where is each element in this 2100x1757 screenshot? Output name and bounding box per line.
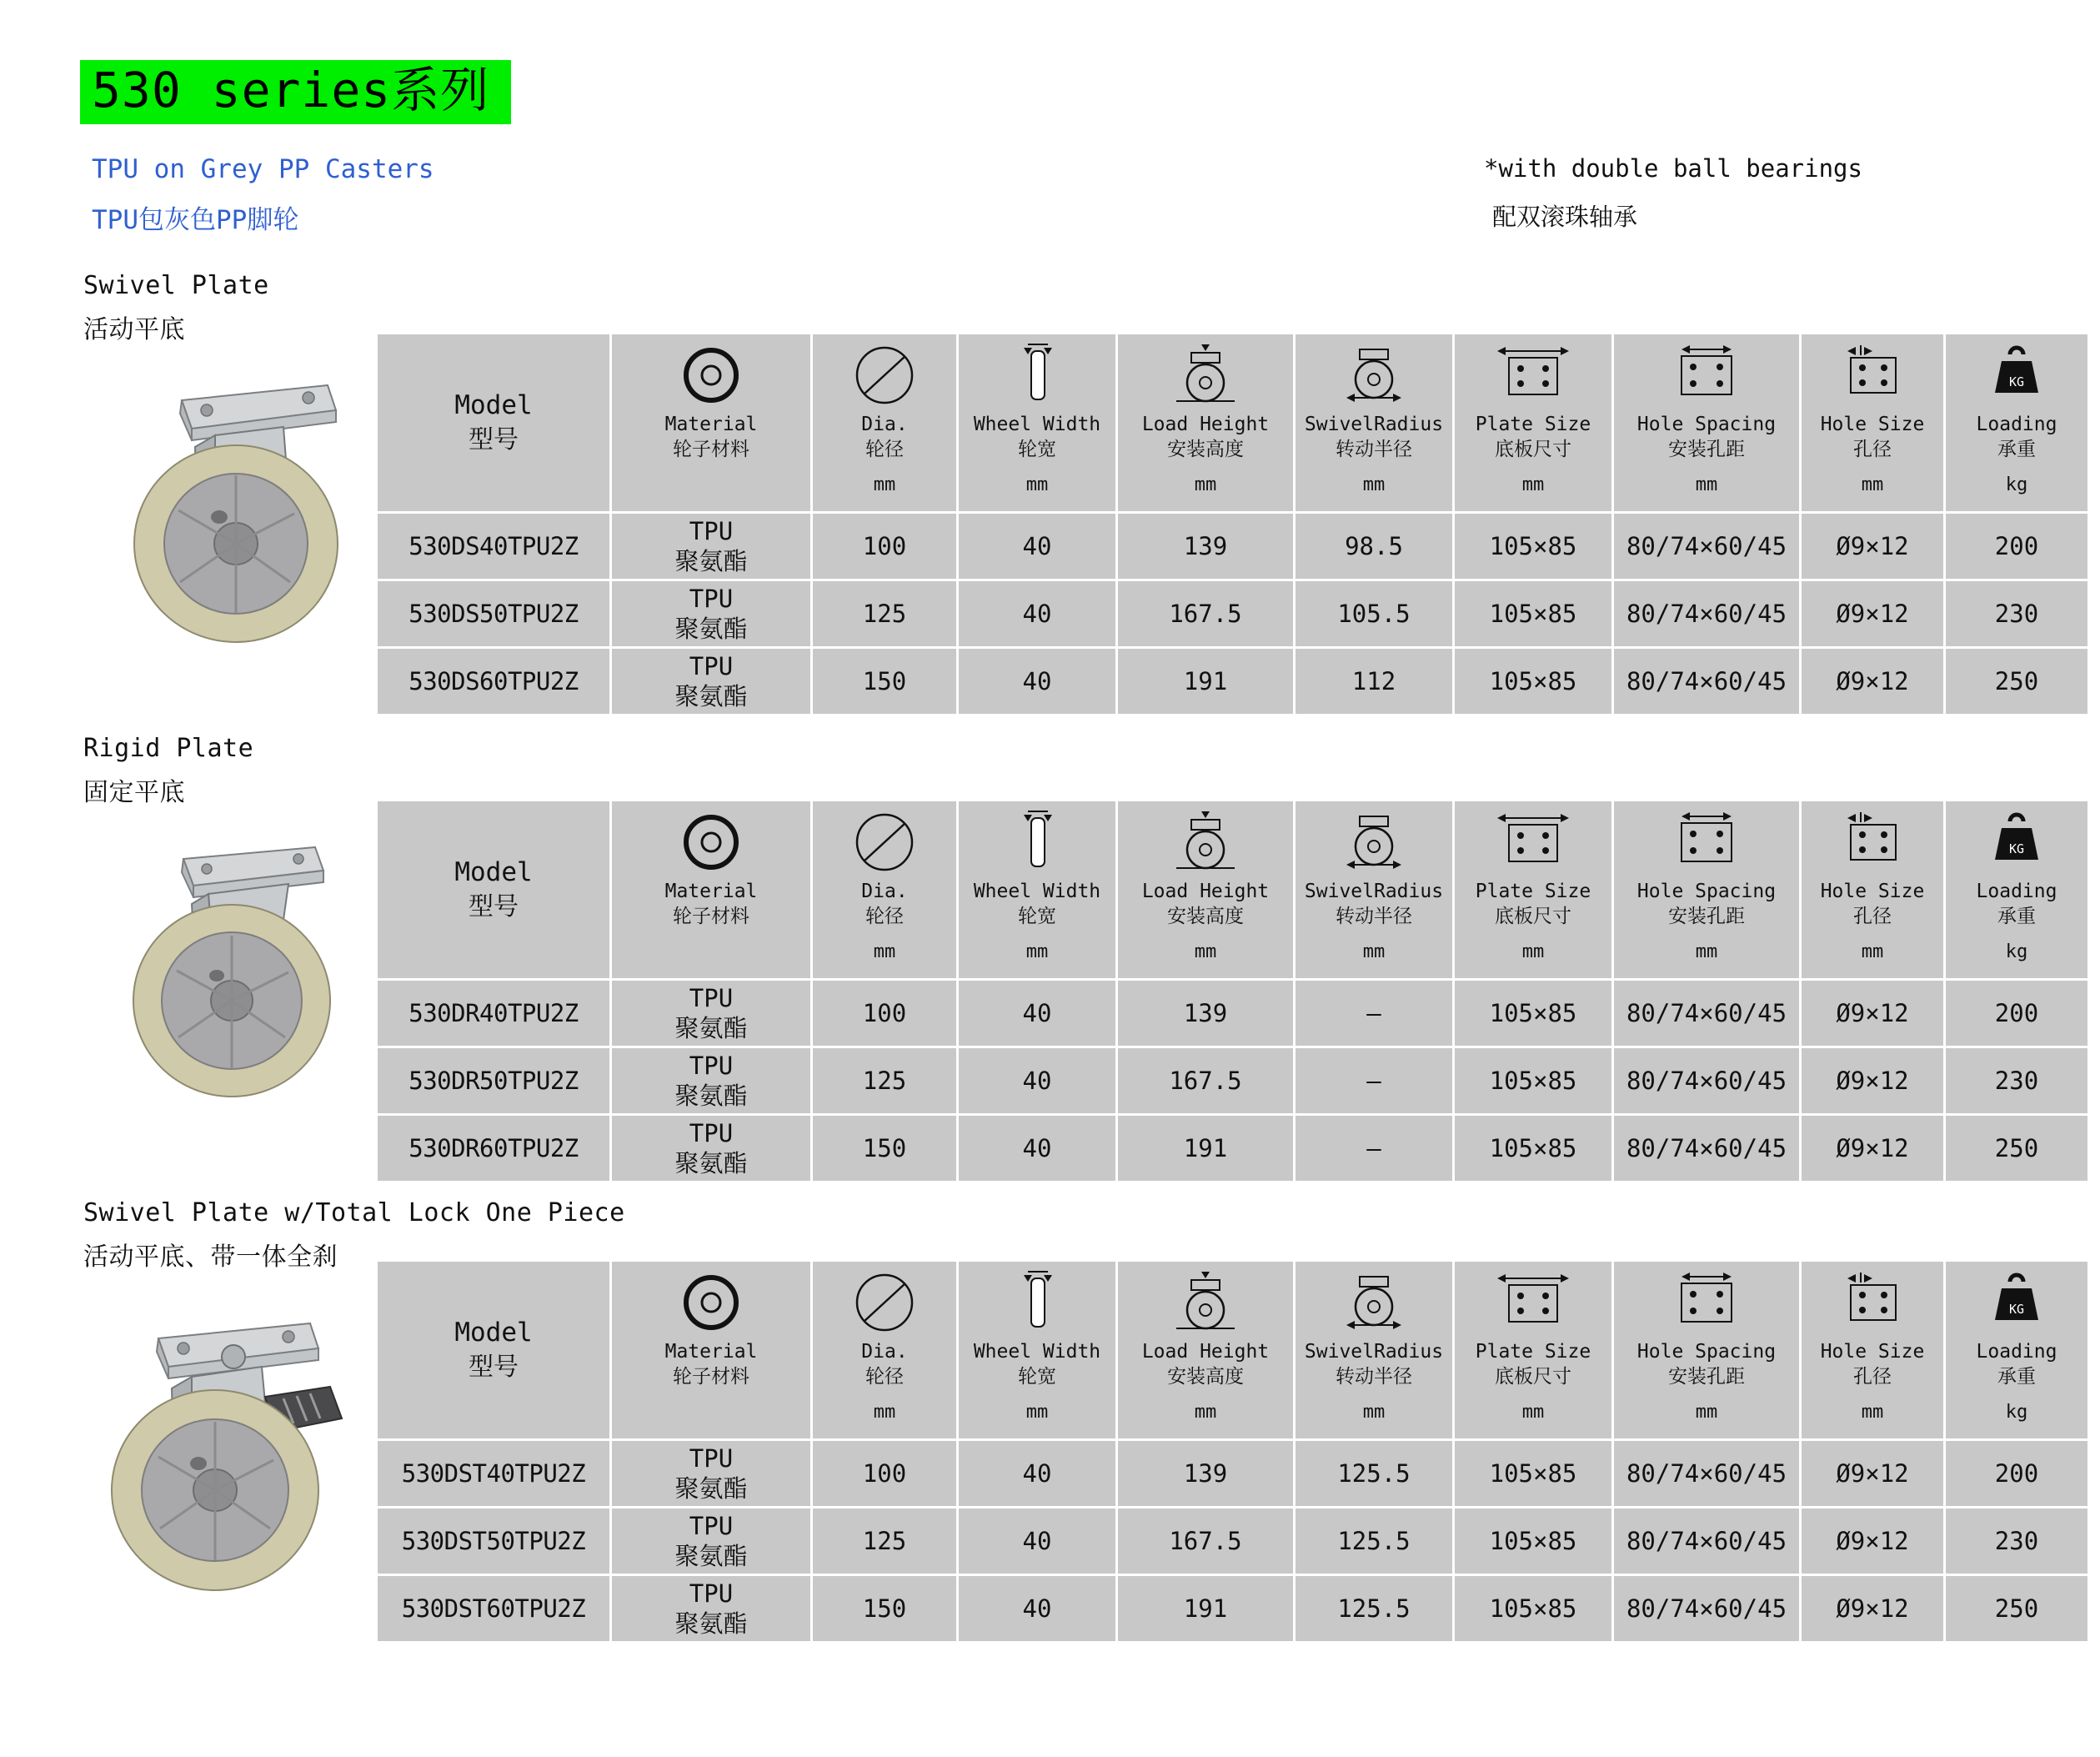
column-hole-size-cn: 孔径 xyxy=(1853,1365,1892,1388)
cell-material-cn: 聚氨酯 xyxy=(674,1474,748,1503)
cell-width: 40 xyxy=(959,649,1115,714)
cell-plate-size: 105×85 xyxy=(1455,1116,1611,1181)
cell-plate-size: 105×85 xyxy=(1455,1048,1611,1113)
column-header-hole-size xyxy=(1802,1262,1943,1438)
loading-weight-icon xyxy=(1985,1270,2048,1335)
table-row xyxy=(378,981,2087,1046)
cell-material xyxy=(612,1509,810,1574)
cell-swivel-radius: 125.5 xyxy=(1296,1509,1452,1574)
swivel-radius-icon xyxy=(1338,343,1410,408)
cell-material-en: TPU xyxy=(689,1051,734,1080)
column-wheel-width-unit: mm xyxy=(1025,941,1049,962)
column-swivel-radius-en: SwivelRadius xyxy=(1304,414,1444,435)
cell-material xyxy=(612,514,810,579)
cell-material-cn: 聚氨酯 xyxy=(674,547,748,575)
column-header-hole-size xyxy=(1802,334,1943,511)
cell-model: 530DR60TPU2Z xyxy=(378,1116,609,1181)
column-hole-size-unit: mm xyxy=(1861,1401,1884,1423)
cell-loading: 200 xyxy=(1946,514,2087,579)
cell-loading: 230 xyxy=(1946,1048,2087,1113)
cell-model: 530DR40TPU2Z xyxy=(378,981,609,1046)
cell-dia: 100 xyxy=(813,514,956,579)
column-header-model xyxy=(378,1262,609,1438)
cell-hole-size: Ø9×12 xyxy=(1802,1509,1943,1574)
table-row xyxy=(378,1441,2087,1506)
column-load-height-unit: mm xyxy=(1194,474,1217,495)
column-wheel-width-cn: 轮宽 xyxy=(1017,905,1056,927)
wheel-width-icon xyxy=(1004,1270,1070,1335)
column-header-load-height xyxy=(1118,801,1293,978)
load-height-icon xyxy=(1170,810,1241,875)
cell-dia: 125 xyxy=(813,1048,956,1113)
column-model-cn: 型号 xyxy=(469,891,519,921)
column-loading-en: Loading xyxy=(1976,1341,2057,1363)
column-loading-en: Loading xyxy=(1976,414,2057,435)
page-title: 530 series系列 xyxy=(80,60,511,124)
column-header-dia xyxy=(813,801,956,978)
column-hole-size-cn: 孔径 xyxy=(1853,438,1892,460)
cell-material-cn: 聚氨酯 xyxy=(674,1082,748,1110)
column-loading-en: Loading xyxy=(1976,881,2057,902)
column-hole-spacing-cn: 安装孔距 xyxy=(1667,1365,1745,1388)
cell-material xyxy=(612,581,810,646)
column-material-en: Material xyxy=(664,1341,758,1363)
column-hole-size-unit: mm xyxy=(1861,474,1884,495)
wheel-circle-icon xyxy=(679,810,744,875)
cell-load-height: 191 xyxy=(1118,1116,1293,1181)
column-header-plate-size xyxy=(1455,334,1611,511)
spec-table-swivel-total-lock xyxy=(375,1259,2090,1644)
cell-dia: 100 xyxy=(813,981,956,1046)
cell-hole-size: Ø9×12 xyxy=(1802,981,1943,1046)
cell-swivel-radius: — xyxy=(1296,1048,1452,1113)
cell-material-en: TPU xyxy=(689,1579,734,1608)
loading-weight-icon xyxy=(1985,343,2048,408)
hole-spacing-icon xyxy=(1656,1270,1757,1335)
column-hole-size-en: Hole Size xyxy=(1820,414,1925,435)
swivel-radius-icon xyxy=(1338,810,1410,875)
column-header-hole-spacing xyxy=(1614,334,1799,511)
cell-dia: 150 xyxy=(813,1576,956,1641)
column-dia-en: Dia. xyxy=(861,1341,908,1363)
load-height-icon xyxy=(1170,1270,1241,1335)
cell-dia: 100 xyxy=(813,1441,956,1506)
table-row xyxy=(378,1576,2087,1641)
column-model-en: Model xyxy=(454,1317,533,1348)
cell-load-height: 167.5 xyxy=(1118,1509,1293,1574)
cell-width: 40 xyxy=(959,1441,1115,1506)
cell-model: 530DS40TPU2Z xyxy=(378,514,609,579)
cell-swivel-radius: 105.5 xyxy=(1296,581,1452,646)
table-row xyxy=(378,514,2087,579)
column-dia-cn: 轮径 xyxy=(865,438,904,460)
cell-material-cn: 聚氨酯 xyxy=(674,1149,748,1177)
cell-loading: 200 xyxy=(1946,981,2087,1046)
plate-size-icon xyxy=(1487,810,1579,875)
cell-material-cn: 聚氨酯 xyxy=(674,682,748,710)
cell-hole-size: Ø9×12 xyxy=(1802,514,1943,579)
cell-width: 40 xyxy=(959,1576,1115,1641)
cell-plate-size: 105×85 xyxy=(1455,1576,1611,1641)
column-header-hole-spacing xyxy=(1614,1262,1799,1438)
column-loading-cn: 承重 xyxy=(1997,905,2036,927)
column-hole-spacing-en: Hole Spacing xyxy=(1636,881,1777,902)
cell-plate-size: 105×85 xyxy=(1455,581,1611,646)
rigid-plate-caster-photo xyxy=(92,834,342,1134)
table-row xyxy=(378,581,2087,646)
column-plate-size-en: Plate Size xyxy=(1475,881,1591,902)
table-row xyxy=(378,1048,2087,1113)
column-plate-size-en: Plate Size xyxy=(1475,1341,1591,1363)
cell-material xyxy=(612,1441,810,1506)
cell-dia: 150 xyxy=(813,1116,956,1181)
diameter-icon xyxy=(852,343,917,408)
column-header-dia xyxy=(813,1262,956,1438)
column-header-material xyxy=(612,334,810,511)
cell-width: 40 xyxy=(959,1048,1115,1113)
cell-swivel-radius: 112 xyxy=(1296,649,1452,714)
column-load-height-en: Load Height xyxy=(1141,414,1270,435)
wheel-width-icon xyxy=(1004,343,1070,408)
cell-material-en: TPU xyxy=(689,1511,734,1540)
cell-hole-spacing: 80/74×60/45 xyxy=(1614,649,1799,714)
column-hole-size-en: Hole Size xyxy=(1820,881,1925,902)
cell-dia: 150 xyxy=(813,649,956,714)
cell-material-cn: 聚氨酯 xyxy=(674,615,748,643)
column-hole-spacing-unit: mm xyxy=(1695,1401,1718,1423)
svg-text:KG: KG xyxy=(2008,841,2025,856)
column-loading-unit: kg xyxy=(2005,474,2028,495)
column-plate-size-en: Plate Size xyxy=(1475,414,1591,435)
cell-plate-size: 105×85 xyxy=(1455,1441,1611,1506)
cell-hole-spacing: 80/74×60/45 xyxy=(1614,1576,1799,1641)
cell-hole-spacing: 80/74×60/45 xyxy=(1614,1048,1799,1113)
plate-size-icon xyxy=(1487,343,1579,408)
column-dia-unit: mm xyxy=(873,941,896,962)
column-hole-spacing-en: Hole Spacing xyxy=(1636,414,1777,435)
cell-hole-spacing: 80/74×60/45 xyxy=(1614,514,1799,579)
cell-load-height: 191 xyxy=(1118,1576,1293,1641)
cell-hole-size: Ø9×12 xyxy=(1802,1441,1943,1506)
column-header-material xyxy=(612,1262,810,1438)
column-load-height-en: Load Height xyxy=(1141,1341,1270,1363)
cell-load-height: 139 xyxy=(1118,981,1293,1046)
column-header-load-height xyxy=(1118,1262,1293,1438)
cell-material xyxy=(612,1576,810,1641)
column-swivel-radius-en: SwivelRadius xyxy=(1304,881,1444,902)
svg-text:KG: KG xyxy=(2008,374,2025,389)
column-header-swivel-radius xyxy=(1296,1262,1452,1438)
column-load-height-unit: mm xyxy=(1194,941,1217,962)
column-header-plate-size xyxy=(1455,801,1611,978)
cell-loading: 250 xyxy=(1946,1116,2087,1181)
column-header-material xyxy=(612,801,810,978)
cell-plate-size: 105×85 xyxy=(1455,1509,1611,1574)
column-plate-size-unit: mm xyxy=(1521,941,1545,962)
section-title-cn-1: 固定平底 xyxy=(83,778,185,807)
column-plate-size-unit: mm xyxy=(1521,1401,1545,1423)
cell-material-en: TPU xyxy=(689,1443,734,1473)
cell-material-en: TPU xyxy=(689,584,734,613)
cell-swivel-radius: — xyxy=(1296,1116,1452,1181)
section-title-en-0: Swivel Plate xyxy=(83,271,269,300)
cell-load-height: 139 xyxy=(1118,1441,1293,1506)
cell-material-en: TPU xyxy=(689,983,734,1012)
swivel-radius-icon xyxy=(1338,1270,1410,1335)
cell-hole-size: Ø9×12 xyxy=(1802,581,1943,646)
cell-plate-size: 105×85 xyxy=(1455,649,1611,714)
column-header-model xyxy=(378,334,609,511)
column-load-height-unit: mm xyxy=(1194,1401,1217,1423)
column-header-dia xyxy=(813,334,956,511)
cell-material xyxy=(612,1116,810,1181)
column-plate-size-cn: 底板尺寸 xyxy=(1494,905,1571,927)
cell-hole-spacing: 80/74×60/45 xyxy=(1614,1116,1799,1181)
column-wheel-width-en: Wheel Width xyxy=(973,414,1101,435)
column-model-en: Model xyxy=(454,389,533,420)
column-swivel-radius-cn: 转动半径 xyxy=(1335,1365,1412,1388)
subtitle-chinese: TPU包灰色PP脚轮 xyxy=(92,205,299,235)
cell-swivel-radius: 125.5 xyxy=(1296,1441,1452,1506)
column-header-loading xyxy=(1946,1262,2087,1438)
column-hole-size-cn: 孔径 xyxy=(1853,905,1892,927)
cell-load-height: 191 xyxy=(1118,649,1293,714)
column-wheel-width-cn: 轮宽 xyxy=(1017,438,1056,460)
column-swivel-radius-cn: 转动半径 xyxy=(1335,438,1412,460)
section-title-en-1: Rigid Plate xyxy=(83,734,254,763)
column-loading-unit: kg xyxy=(2005,941,2028,962)
column-header-loading xyxy=(1946,801,2087,978)
swivel-plate-total-lock-caster-photo xyxy=(75,1297,358,1639)
cell-width: 40 xyxy=(959,514,1115,579)
subtitle-english: TPU on Grey PP Casters xyxy=(92,154,434,184)
column-header-hole-spacing xyxy=(1614,801,1799,978)
table-row xyxy=(378,649,2087,714)
column-header-swivel-radius xyxy=(1296,801,1452,978)
cell-dia: 125 xyxy=(813,581,956,646)
column-hole-spacing-unit: mm xyxy=(1695,474,1718,495)
column-load-height-cn: 安装高度 xyxy=(1166,905,1244,927)
column-header-plate-size xyxy=(1455,1262,1611,1438)
column-plate-size-unit: mm xyxy=(1521,474,1545,495)
cell-loading: 230 xyxy=(1946,1509,2087,1574)
wheel-width-icon xyxy=(1004,810,1070,875)
spec-table-swivel-plate xyxy=(375,332,2090,716)
column-material-en: Material xyxy=(664,414,758,435)
column-wheel-width-cn: 轮宽 xyxy=(1017,1365,1056,1388)
column-swivel-radius-cn: 转动半径 xyxy=(1335,905,1412,927)
cell-material-en: TPU xyxy=(689,651,734,680)
section-title-cn-0: 活动平底 xyxy=(83,315,185,344)
note-chinese: 配双滚珠轴承 xyxy=(1492,203,1638,231)
cell-hole-spacing: 80/74×60/45 xyxy=(1614,981,1799,1046)
column-dia-unit: mm xyxy=(873,474,896,495)
cell-model: 530DST60TPU2Z xyxy=(378,1576,609,1641)
cell-load-height: 167.5 xyxy=(1118,1048,1293,1113)
hole-size-icon xyxy=(1832,1270,1912,1335)
column-material-en: Material xyxy=(664,881,758,902)
column-material-cn: 轮子材料 xyxy=(673,1365,749,1388)
column-hole-spacing-cn: 安装孔距 xyxy=(1667,438,1745,460)
column-hole-spacing-en: Hole Spacing xyxy=(1636,1341,1777,1363)
cell-dia: 125 xyxy=(813,1509,956,1574)
cell-hole-spacing: 80/74×60/45 xyxy=(1614,1441,1799,1506)
cell-plate-size: 105×85 xyxy=(1455,981,1611,1046)
column-load-height-cn: 安装高度 xyxy=(1166,1365,1244,1388)
section-title-cn-2: 活动平底、带一体全刹 xyxy=(83,1242,338,1272)
column-header-swivel-radius xyxy=(1296,334,1452,511)
cell-hole-spacing: 80/74×60/45 xyxy=(1614,581,1799,646)
column-dia-en: Dia. xyxy=(861,414,908,435)
cell-material-cn: 聚氨酯 xyxy=(674,1542,748,1570)
column-hole-spacing-cn: 安装孔距 xyxy=(1667,905,1745,927)
column-dia-cn: 轮径 xyxy=(865,1365,904,1388)
wheel-circle-icon xyxy=(679,343,744,408)
column-swivel-radius-unit: mm xyxy=(1362,941,1386,962)
cell-width: 40 xyxy=(959,1116,1115,1181)
cell-load-height: 167.5 xyxy=(1118,581,1293,646)
column-wheel-width-en: Wheel Width xyxy=(973,881,1101,902)
cell-loading: 200 xyxy=(1946,1441,2087,1506)
cell-width: 40 xyxy=(959,581,1115,646)
cell-width: 40 xyxy=(959,1509,1115,1574)
cell-material-cn: 聚氨酯 xyxy=(674,1609,748,1638)
column-dia-en: Dia. xyxy=(861,881,908,902)
column-swivel-radius-unit: mm xyxy=(1362,474,1386,495)
cell-model: 530DST40TPU2Z xyxy=(378,1441,609,1506)
cell-plate-size: 105×85 xyxy=(1455,514,1611,579)
hole-spacing-icon xyxy=(1656,810,1757,875)
column-hole-size-en: Hole Size xyxy=(1820,1341,1925,1363)
cell-hole-spacing: 80/74×60/45 xyxy=(1614,1509,1799,1574)
column-model-cn: 型号 xyxy=(469,1352,519,1382)
cell-loading: 250 xyxy=(1946,649,2087,714)
column-loading-cn: 承重 xyxy=(1997,1365,2036,1388)
cell-hole-size: Ø9×12 xyxy=(1802,1116,1943,1181)
cell-swivel-radius: 125.5 xyxy=(1296,1576,1452,1641)
column-load-height-en: Load Height xyxy=(1141,881,1270,902)
cell-model: 530DS60TPU2Z xyxy=(378,649,609,714)
column-loading-cn: 承重 xyxy=(1997,438,2036,460)
cell-width: 40 xyxy=(959,981,1115,1046)
load-height-icon xyxy=(1170,343,1241,408)
cell-loading: 230 xyxy=(1946,581,2087,646)
cell-hole-size: Ø9×12 xyxy=(1802,1576,1943,1641)
column-plate-size-cn: 底板尺寸 xyxy=(1494,1365,1571,1388)
column-dia-cn: 轮径 xyxy=(865,905,904,927)
cell-material-en: TPU xyxy=(689,516,734,545)
table-row xyxy=(378,1509,2087,1574)
cell-hole-size: Ø9×12 xyxy=(1802,1048,1943,1113)
diameter-icon xyxy=(852,1270,917,1335)
column-wheel-width-en: Wheel Width xyxy=(973,1341,1101,1363)
column-swivel-radius-en: SwivelRadius xyxy=(1304,1341,1444,1363)
cell-model: 530DS50TPU2Z xyxy=(378,581,609,646)
column-header-wheel-width xyxy=(959,334,1115,511)
column-wheel-width-unit: mm xyxy=(1025,474,1049,495)
hole-size-icon xyxy=(1832,810,1912,875)
section-title-en-2: Swivel Plate w/Total Lock One Piece xyxy=(83,1198,625,1227)
hole-size-icon xyxy=(1832,343,1912,408)
column-load-height-cn: 安装高度 xyxy=(1166,438,1244,460)
cell-swivel-radius: — xyxy=(1296,981,1452,1046)
table-row xyxy=(378,1116,2087,1181)
column-header-loading xyxy=(1946,334,2087,511)
cell-material xyxy=(612,981,810,1046)
loading-weight-icon xyxy=(1985,810,2048,875)
column-hole-spacing-unit: mm xyxy=(1695,941,1718,962)
column-loading-unit: kg xyxy=(2005,1401,2028,1423)
cell-load-height: 139 xyxy=(1118,514,1293,579)
column-hole-size-unit: mm xyxy=(1861,941,1884,962)
column-swivel-radius-unit: mm xyxy=(1362,1401,1386,1423)
swivel-plate-caster-photo xyxy=(90,367,340,688)
column-dia-unit: mm xyxy=(873,1401,896,1423)
column-wheel-width-unit: mm xyxy=(1025,1401,1049,1423)
cell-material-en: TPU xyxy=(689,1118,734,1147)
spec-table-rigid-plate xyxy=(375,799,2090,1183)
cell-model: 530DR50TPU2Z xyxy=(378,1048,609,1113)
note-english: *with double ball bearings xyxy=(1484,154,1862,183)
column-model-cn: 型号 xyxy=(469,424,519,454)
cell-swivel-radius: 98.5 xyxy=(1296,514,1452,579)
column-material-cn: 轮子材料 xyxy=(673,438,749,460)
column-header-load-height xyxy=(1118,334,1293,511)
cell-loading: 250 xyxy=(1946,1576,2087,1641)
column-model-en: Model xyxy=(454,856,533,887)
column-material-cn: 轮子材料 xyxy=(673,905,749,927)
wheel-circle-icon xyxy=(679,1270,744,1335)
column-header-hole-size xyxy=(1802,801,1943,978)
hole-spacing-icon xyxy=(1656,343,1757,408)
column-header-wheel-width xyxy=(959,1262,1115,1438)
cell-material xyxy=(612,1048,810,1113)
diameter-icon xyxy=(852,810,917,875)
column-header-model xyxy=(378,801,609,978)
plate-size-icon xyxy=(1487,1270,1579,1335)
column-plate-size-cn: 底板尺寸 xyxy=(1494,438,1571,460)
cell-material xyxy=(612,649,810,714)
cell-material-cn: 聚氨酯 xyxy=(674,1014,748,1042)
column-header-wheel-width xyxy=(959,801,1115,978)
cell-model: 530DST50TPU2Z xyxy=(378,1509,609,1574)
cell-hole-size: Ø9×12 xyxy=(1802,649,1943,714)
svg-text:KG: KG xyxy=(2008,1302,2025,1317)
